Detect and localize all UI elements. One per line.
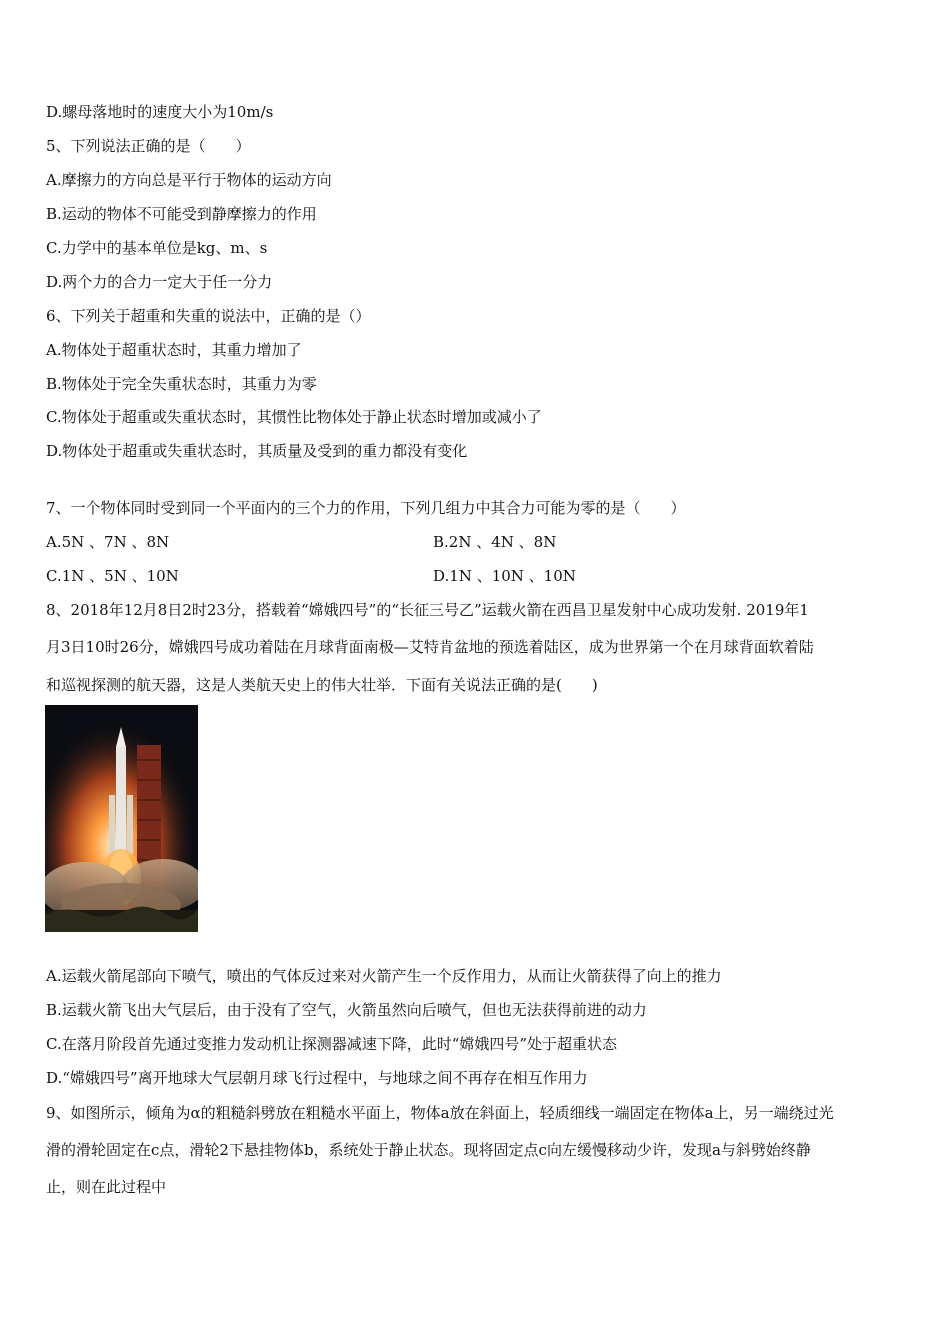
question-5: 5、下列说法正确的是（ ） [46,137,251,155]
q5-option-d: D.两个力的合力一定大于任一分力 [46,273,273,291]
question-8-line-1: 8、2018年12月8日2时23分，搭载着“嫦娥四号”的“长征三号乙”运载火箭在西昌卫星发射中心成功发射. 2019年1 [46,601,809,619]
question-8-line-2: 月3日10时26分，嫦娥四号成功着陆在月球背面南极—艾特肯盆地的预选着陆区，成为世界第一个在月球背面软着陆 [46,638,814,656]
rocket-launch-photo [45,705,198,932]
q8-option-b: B.运载火箭飞出大气层后，由于没有了空气，火箭虽然向后喷气，但也无法获得前进的动力 [46,1001,647,1019]
rocket-icon [45,705,198,932]
question-9-line-1: 9、如图所示，倾角为α的粗糙斜劈放在粗糙水平面上，物体a放在斜面上，轻质细线一端固定在物体a上，另一端绕过光 [46,1104,834,1122]
q6-option-a: A.物体处于超重状态时，其重力增加了 [46,341,302,359]
question-6: 6、下列关于超重和失重的说法中，正确的是（） [46,307,371,325]
q7-option-d: D.1N 、10N 、10N [433,567,576,585]
q8-option-d: D.“嫦娥四号”离开地球大气层朝月球飞行过程中，与地球之间不再存在相互作用力 [46,1069,588,1087]
q8-option-a: A.运载火箭尾部向下喷气，喷出的气体反过来对火箭产生一个反作用力，从而让火箭获得了向上的推力 [46,967,722,985]
question-7: 7、一个物体同时受到同一个平面内的三个力的作用，下列几组力中其合力可能为零的是（ ） [46,499,686,517]
question-9-line-3: 止，则在此过程中 [46,1178,167,1196]
q6-option-c: C.物体处于超重或失重状态时，其惯性比物体处于静止状态时增加或减小了 [46,408,542,426]
q8-option-c: C.在落月阶段首先通过变推力发动机让探测器减速下降，此时“嫦娥四号”处于超重状态 [46,1035,618,1053]
question-8-line-3: 和巡视探测的航天器，这是人类航天史上的伟大壮举．下面有关说法正确的是( ) [46,676,598,694]
q4-option-d: D.螺母落地时的速度大小为10m/s [46,103,274,121]
q7-option-c: C.1N 、5N 、10N [46,567,179,585]
question-9-line-2: 滑的滑轮固定在c点，滑轮2下悬挂物体b，系统处于静止状态。现将固定点c向左缓慢移动少许，发现a与斜劈始终静 [46,1141,811,1159]
q5-option-b: B.运动的物体不可能受到静摩擦力的作用 [46,205,317,223]
q7-option-b: B.2N 、4N 、8N [433,533,557,551]
q5-option-c: C.力学中的基本单位是kg、m、s [46,239,268,257]
q7-option-a: A.5N 、7N 、8N [46,533,170,551]
q6-option-d: D.物体处于超重或失重状态时，其质量及受到的重力都没有变化 [46,442,468,460]
q6-option-b: B.物体处于完全失重状态时，其重力为零 [46,375,317,393]
q5-option-a: A.摩擦力的方向总是平行于物体的运动方向 [46,171,332,189]
